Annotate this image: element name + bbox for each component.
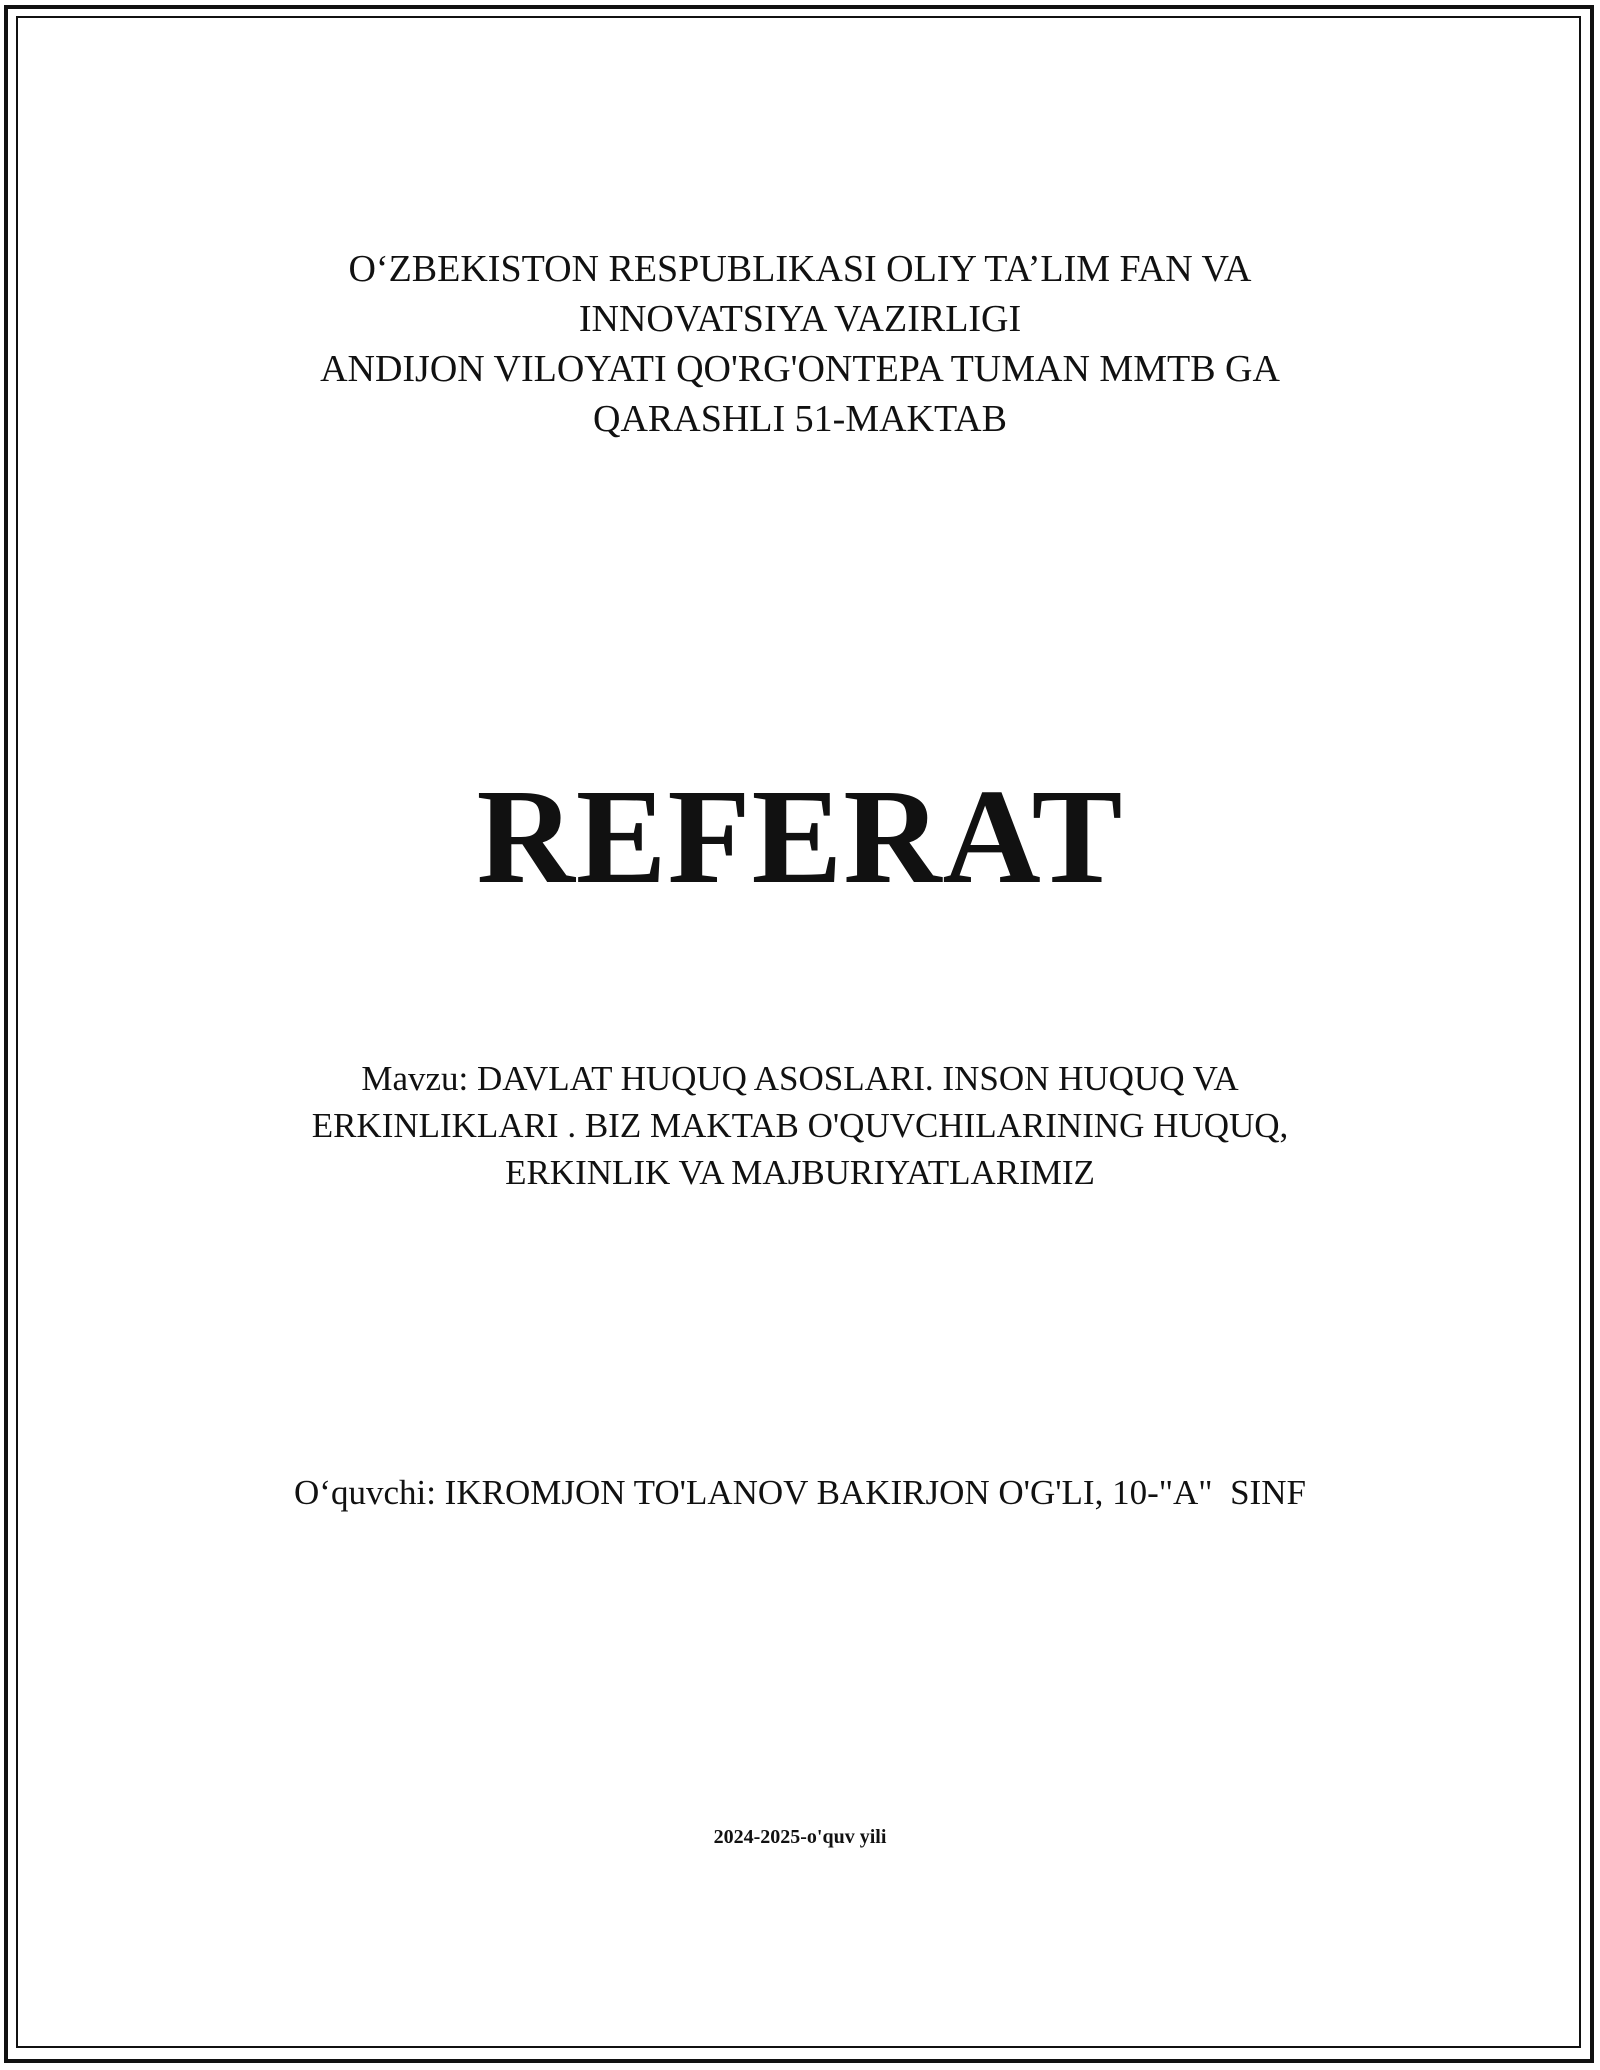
document-title: REFERAT [476,762,1124,912]
topic-block [0,1055,1600,1196]
header-line-2: INNOVATSIYA VAZIRLIGI [578,298,1022,340]
topic-line-3: ERKINLIK VA MAJBURIYATLARIMIZ [505,1153,1095,1192]
topic-line-2: ERKINLIKLARI . BIZ MAKTAB O'QUVCHILARINING HUQUQ, [311,1106,1289,1145]
student-line: O‘quvchi: IKROMJON TO'LANOV BAKIRJON O'G'LI, 10-"A" SINF [294,1473,1306,1512]
topic-line-1: Mavzu: DAVLAT HUQUQ ASOSLARI. INSON HUQUQ VA [361,1059,1239,1098]
header-line-1: O‘ZBEKISTON RESPUBLIKASI OLIY TA’LIM FAN VA [348,248,1252,290]
header-line-3: ANDIJON VILOYATI QO'RG'ONTEPA TUMAN MMTB GA [320,348,1280,390]
academic-year: 2024-2025-o'quv yili [713,1826,887,1848]
header-line-4: QARASHLI 51-MAKTAB [593,398,1007,440]
institution-header [0,244,1600,444]
